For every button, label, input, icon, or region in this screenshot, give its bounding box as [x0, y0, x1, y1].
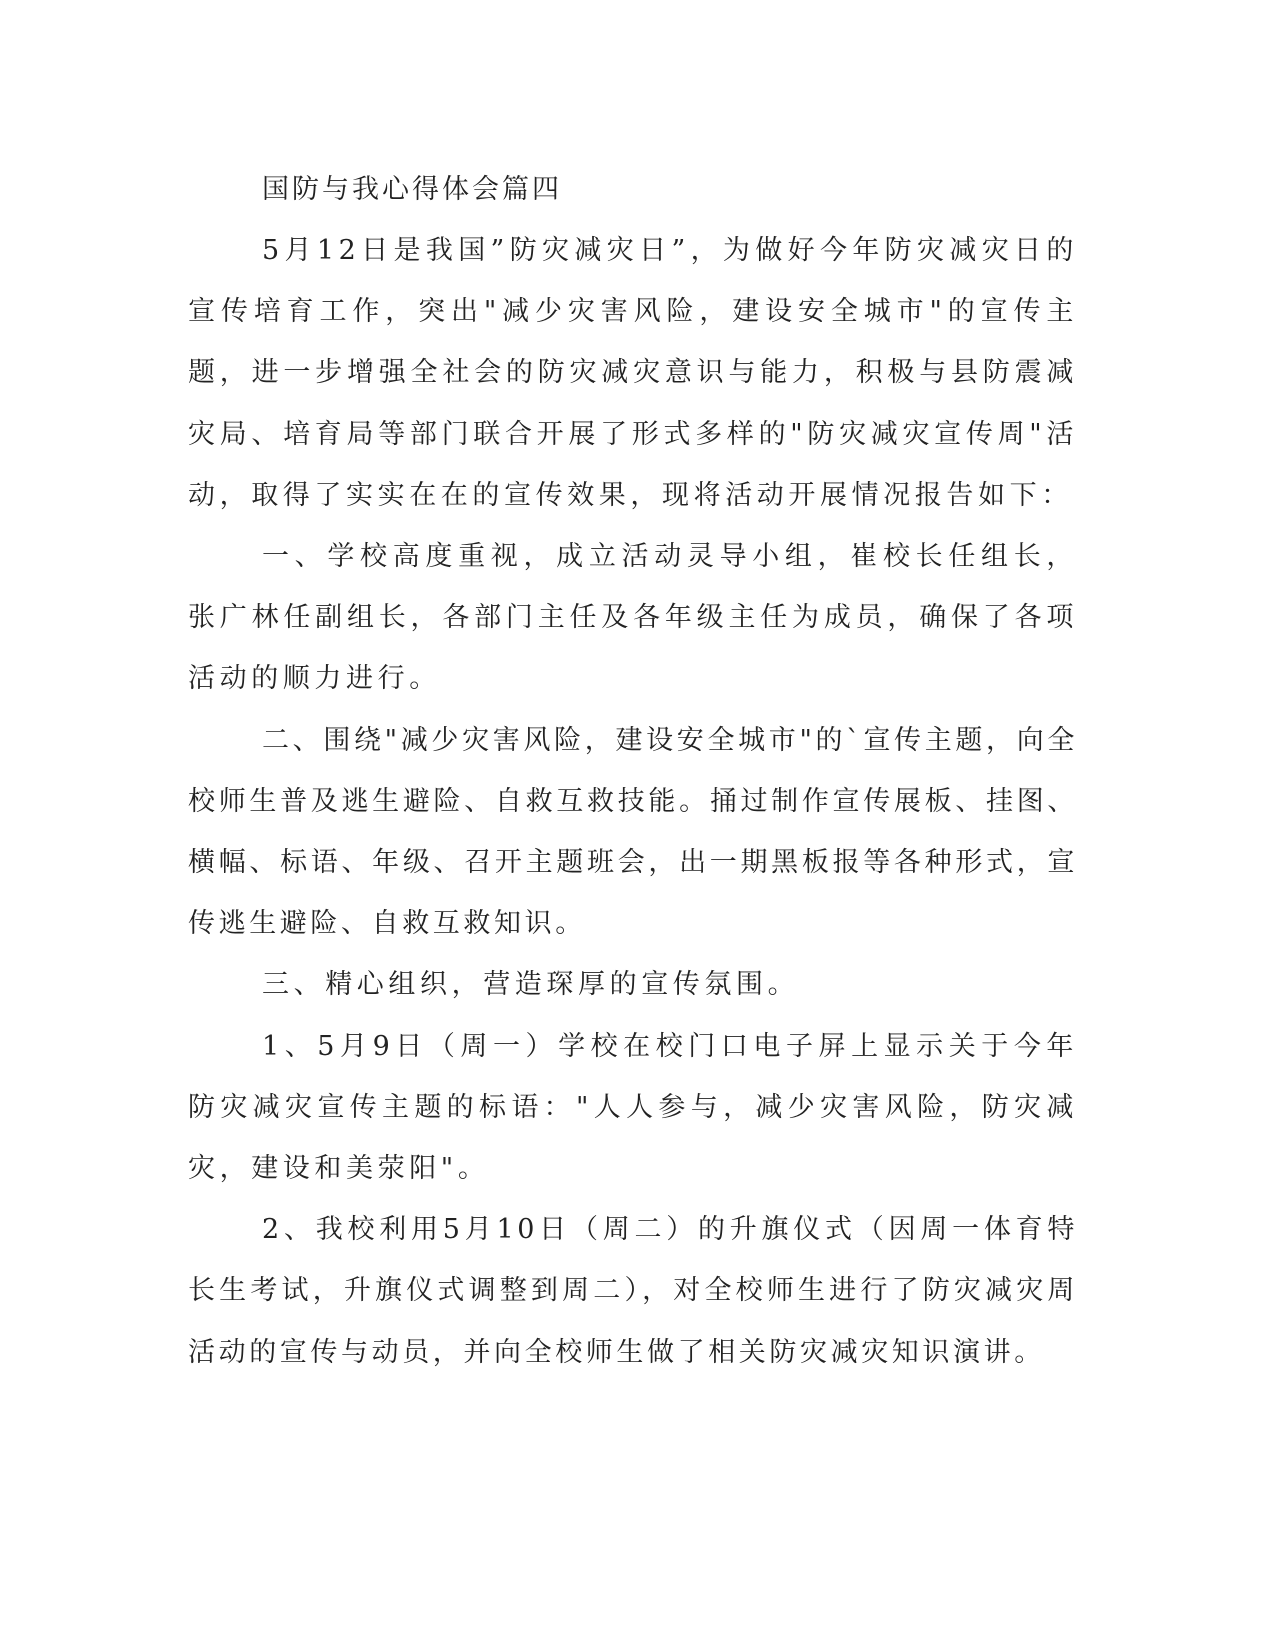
document-title: 国防与我心得体会篇四 — [262, 174, 562, 205]
paragraph-intro: 5月12日是我国”防灾减灾日”，为做好今年防灾减灾日的宣传培育工作，突出"减少灾害风险，建设安全城市"的宣传主题，进一步增强全社会的防灾减灾意识与能力，积极与县防震减灾局、培育局等部门联合开展了形式多样的"防灾减灾宣传周"活动，取得了实实在在的宣传效果，现将活动开展情况报告如下： — [188, 235, 1078, 511]
paragraph-point-two: 二、围绕"减少灾害风险，建设安全城市"的`宣传主题，向全校师生普及逃生避险、自救互救技能。捅过制作宣传展板、挂图、横幅、标语、年级、召开主题班会，出一期黑板报等各种形式，宣传逃生避险、自救互救知识。 — [188, 724, 1078, 940]
document-body — [188, 160, 1078, 1383]
paragraph-point-three: 三、精心组织，营造琛厚的宣传氛围。 — [262, 969, 800, 1001]
paragraph-point-one: 一、学校高度重视，成立活动灵导小组，崔校长任组长，张广林任副组长，各部门主任及各年级主任为成员，确保了各项活动的顺力进行。 — [188, 541, 1078, 695]
paragraph-item-one: 1、5月9日（周一）学校在校门口电子屏上显示关于今年防灾减灾宣传主题的标语："人人参与，减少灾害风险，防灾减灾，建设和美荥阳"。 — [188, 1030, 1078, 1185]
paragraph-item-two: 2、我校利用5月10日（周二）的升旗仪式（因周一体育特长生考试，升旗仪式调整到周二），对全校师生进行了防灾减灾周活动的宣传与动员，并向全校师生做了相关防灾减灾知识演讲。 — [188, 1214, 1078, 1368]
